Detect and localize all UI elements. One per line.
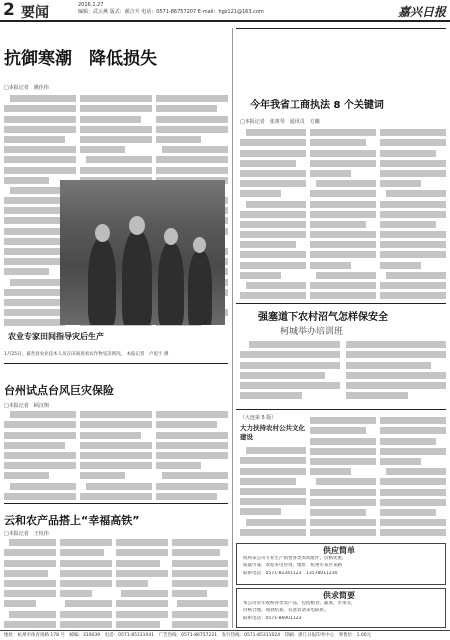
dali-column-3 [380, 414, 446, 536]
yunhe-byline: □本报记者 王恒伟 [4, 531, 49, 537]
taizhou-column-2 [80, 408, 152, 500]
photo-caption: 农业专家田间指导灾后生产 [8, 332, 104, 341]
dali-headline: 大力扶持农村公共文化建设 [240, 424, 305, 441]
training-column-1 [240, 338, 340, 406]
targets-headline: 今年我省工商执法 8 个关键词 [250, 100, 384, 111]
supply-box [236, 543, 446, 585]
yunhe-column-3 [116, 536, 168, 628]
training-headline: 强塞道下农村沼气怎样保安全 [258, 312, 388, 323]
training-column-2 [346, 338, 446, 406]
yunhe-column-1 [4, 536, 56, 628]
cold-headline: 抗御寒潮 降低损失 [4, 49, 157, 69]
yunhe-column-2 [60, 536, 112, 628]
targets-column-1 [240, 126, 306, 301]
masthead [0, 0, 450, 22]
masthead-meta [78, 2, 264, 16]
targets-column-2 [310, 126, 376, 301]
demand-box [236, 588, 446, 628]
yunhe-column-4 [172, 536, 228, 628]
page-number: 2 [3, 0, 15, 20]
footer-imprint: 地址：杭州市体育场路 178 号 邮编：310039 电话：0571-85311041 广告热线：0571-86757221 发行热线：0571-85311024 印刷：浙江日报印务中心 零售价：1.00元 [0, 630, 450, 640]
supply-line: 杭州某公司专业生产销售各类农机配件，价格优惠， [243, 556, 347, 561]
yunhe-headline: 云和农产品搭上“幸福高铁” [4, 514, 140, 527]
newspaper-logo: 嘉兴日报 [397, 5, 446, 19]
demand-line: 本公司常年收购各类农产品，包括粮食、蔬菜、水果等， [243, 601, 356, 606]
dali-byline: （大连第 5 版） [240, 415, 277, 421]
training-subhead: 柯城举办培训班 [280, 327, 344, 337]
section-title: 要闻 [21, 5, 49, 21]
issue-date: 2016.1.27 [78, 2, 104, 8]
dali-column-1 [240, 444, 306, 536]
demand-title: 供求简要 [323, 591, 355, 600]
supply-title: 供应简单 [323, 546, 355, 555]
contact-email: E-mail：hgz121@163.com [197, 9, 264, 15]
taizhou-column-1 [4, 408, 76, 500]
demand-line: 联系电话：0571-86901123 [243, 616, 302, 621]
supply-line: 质量可靠，欢迎来电咨询，地址：杭州市某区某路 [243, 563, 342, 568]
cold-byline: □本报记者 姚佳伟 [4, 85, 49, 91]
demand-line: 价格合理，现款结算。有意者请来电联系。 [243, 608, 329, 613]
editor-credit: 编辑：武云燕 版式：郝合升 [78, 9, 140, 15]
targets-byline: □本报记者 张祖琴 通讯员 方璐 [240, 119, 320, 125]
photo-credit: 1月25日，嘉善县农业技术人员在田间查看农作物受冻情况。 本报记者 卢思宇 摄 [4, 352, 169, 357]
supply-line: 联系电话：0571-82341123 13578011230 [243, 571, 338, 576]
taizhou-byline: □本报记者 顾汉翔 [4, 403, 49, 409]
taizhou-column-3 [156, 408, 228, 500]
targets-column-3 [380, 126, 446, 301]
contact-phone: 电话：0571-86757207 [141, 9, 197, 15]
dali-column-2 [310, 414, 376, 536]
farm-photo [60, 180, 225, 325]
taizhou-headline: 台州试点台风巨灾保险 [4, 384, 114, 397]
